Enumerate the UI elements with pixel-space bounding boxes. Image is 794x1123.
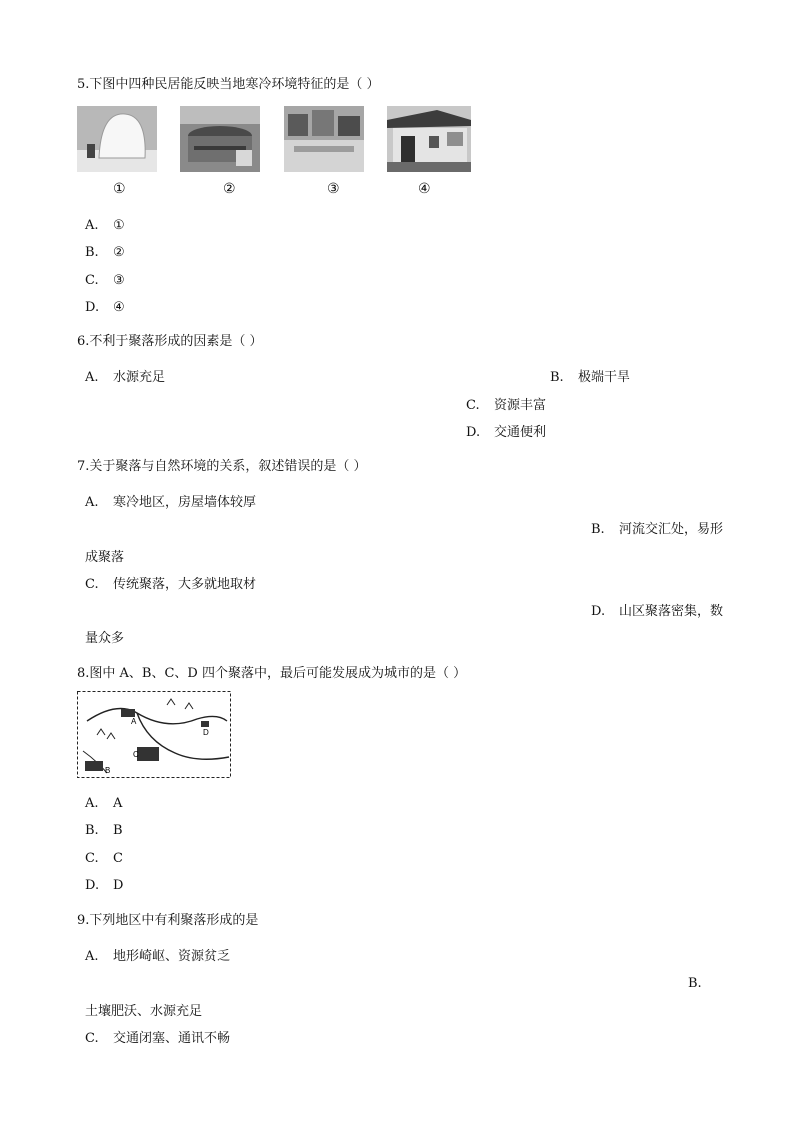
photo-label-3: ③	[327, 181, 340, 197]
question-6-stem: 6.不利于聚落形成的因素是（ ）	[77, 334, 263, 349]
question-9-stem: 9.下列地区中有利聚落形成的是	[77, 913, 259, 928]
settlement-map	[77, 691, 231, 778]
q6-option-c[interactable]: C. 资源丰富	[466, 398, 547, 413]
map-label-d: D	[203, 728, 209, 737]
q5-option-b[interactable]: B. ②	[85, 245, 125, 260]
q8-option-a[interactable]: A. A	[85, 796, 123, 811]
photo-igloo	[77, 106, 157, 172]
photo-tulou	[180, 106, 260, 172]
q9-option-c[interactable]: C. 交通闭塞、通讯不畅	[85, 1031, 231, 1046]
map-label-b: B	[105, 766, 111, 775]
q7-option-d[interactable]: D. 山区聚落密集，数	[591, 604, 724, 619]
question-8-stem: 8.图中 A、B、C、D 四个聚落中，最后可能发展成为城市的是（ ）	[77, 666, 467, 681]
q6-option-d[interactable]: D. 交通便利	[466, 425, 547, 440]
question-5-stem: 5.下图中四种民居能反映当地寒冷环境特征的是（ ）	[77, 77, 380, 92]
q7-option-c[interactable]: C. 传统聚落，大多就地取材	[85, 577, 257, 592]
q5-option-a[interactable]: A. ①	[85, 218, 125, 233]
photo-flat-roof-houses	[284, 106, 364, 172]
q9-option-b-wrap: 土壤肥沃、水源充足	[85, 1004, 203, 1019]
photo-label-4: ④	[418, 181, 431, 197]
q7-option-d-wrap: 量众多	[85, 631, 125, 646]
photo-label-2: ②	[223, 181, 236, 197]
q9-option-b[interactable]: B.	[688, 976, 702, 991]
photo-label-1: ①	[113, 181, 126, 197]
q5-option-d[interactable]: D. ④	[85, 300, 125, 315]
map-label-c: C	[133, 750, 139, 759]
q5-option-c[interactable]: C. ③	[85, 273, 125, 288]
q6-option-b[interactable]: B. 极端干旱	[550, 370, 631, 385]
q8-option-c[interactable]: C. C	[85, 851, 123, 866]
question-7-stem: 7.关于聚落与自然环境的关系，叙述错误的是（ ）	[77, 459, 367, 474]
q7-option-b-wrap: 成聚落	[85, 550, 125, 565]
q8-option-d[interactable]: D. D	[85, 878, 124, 893]
q7-option-a[interactable]: A. 寒冷地区，房屋墙体较厚	[85, 495, 257, 510]
q9-option-a[interactable]: A. 地形崎岖、资源贫乏	[85, 949, 231, 964]
q6-option-a[interactable]: A. 水源充足	[85, 370, 166, 385]
map-label-a: A	[131, 717, 137, 726]
photo-stilt-house	[387, 106, 471, 172]
q7-option-b[interactable]: B. 河流交汇处，易形	[591, 522, 724, 537]
q8-option-b[interactable]: B. B	[85, 823, 123, 838]
